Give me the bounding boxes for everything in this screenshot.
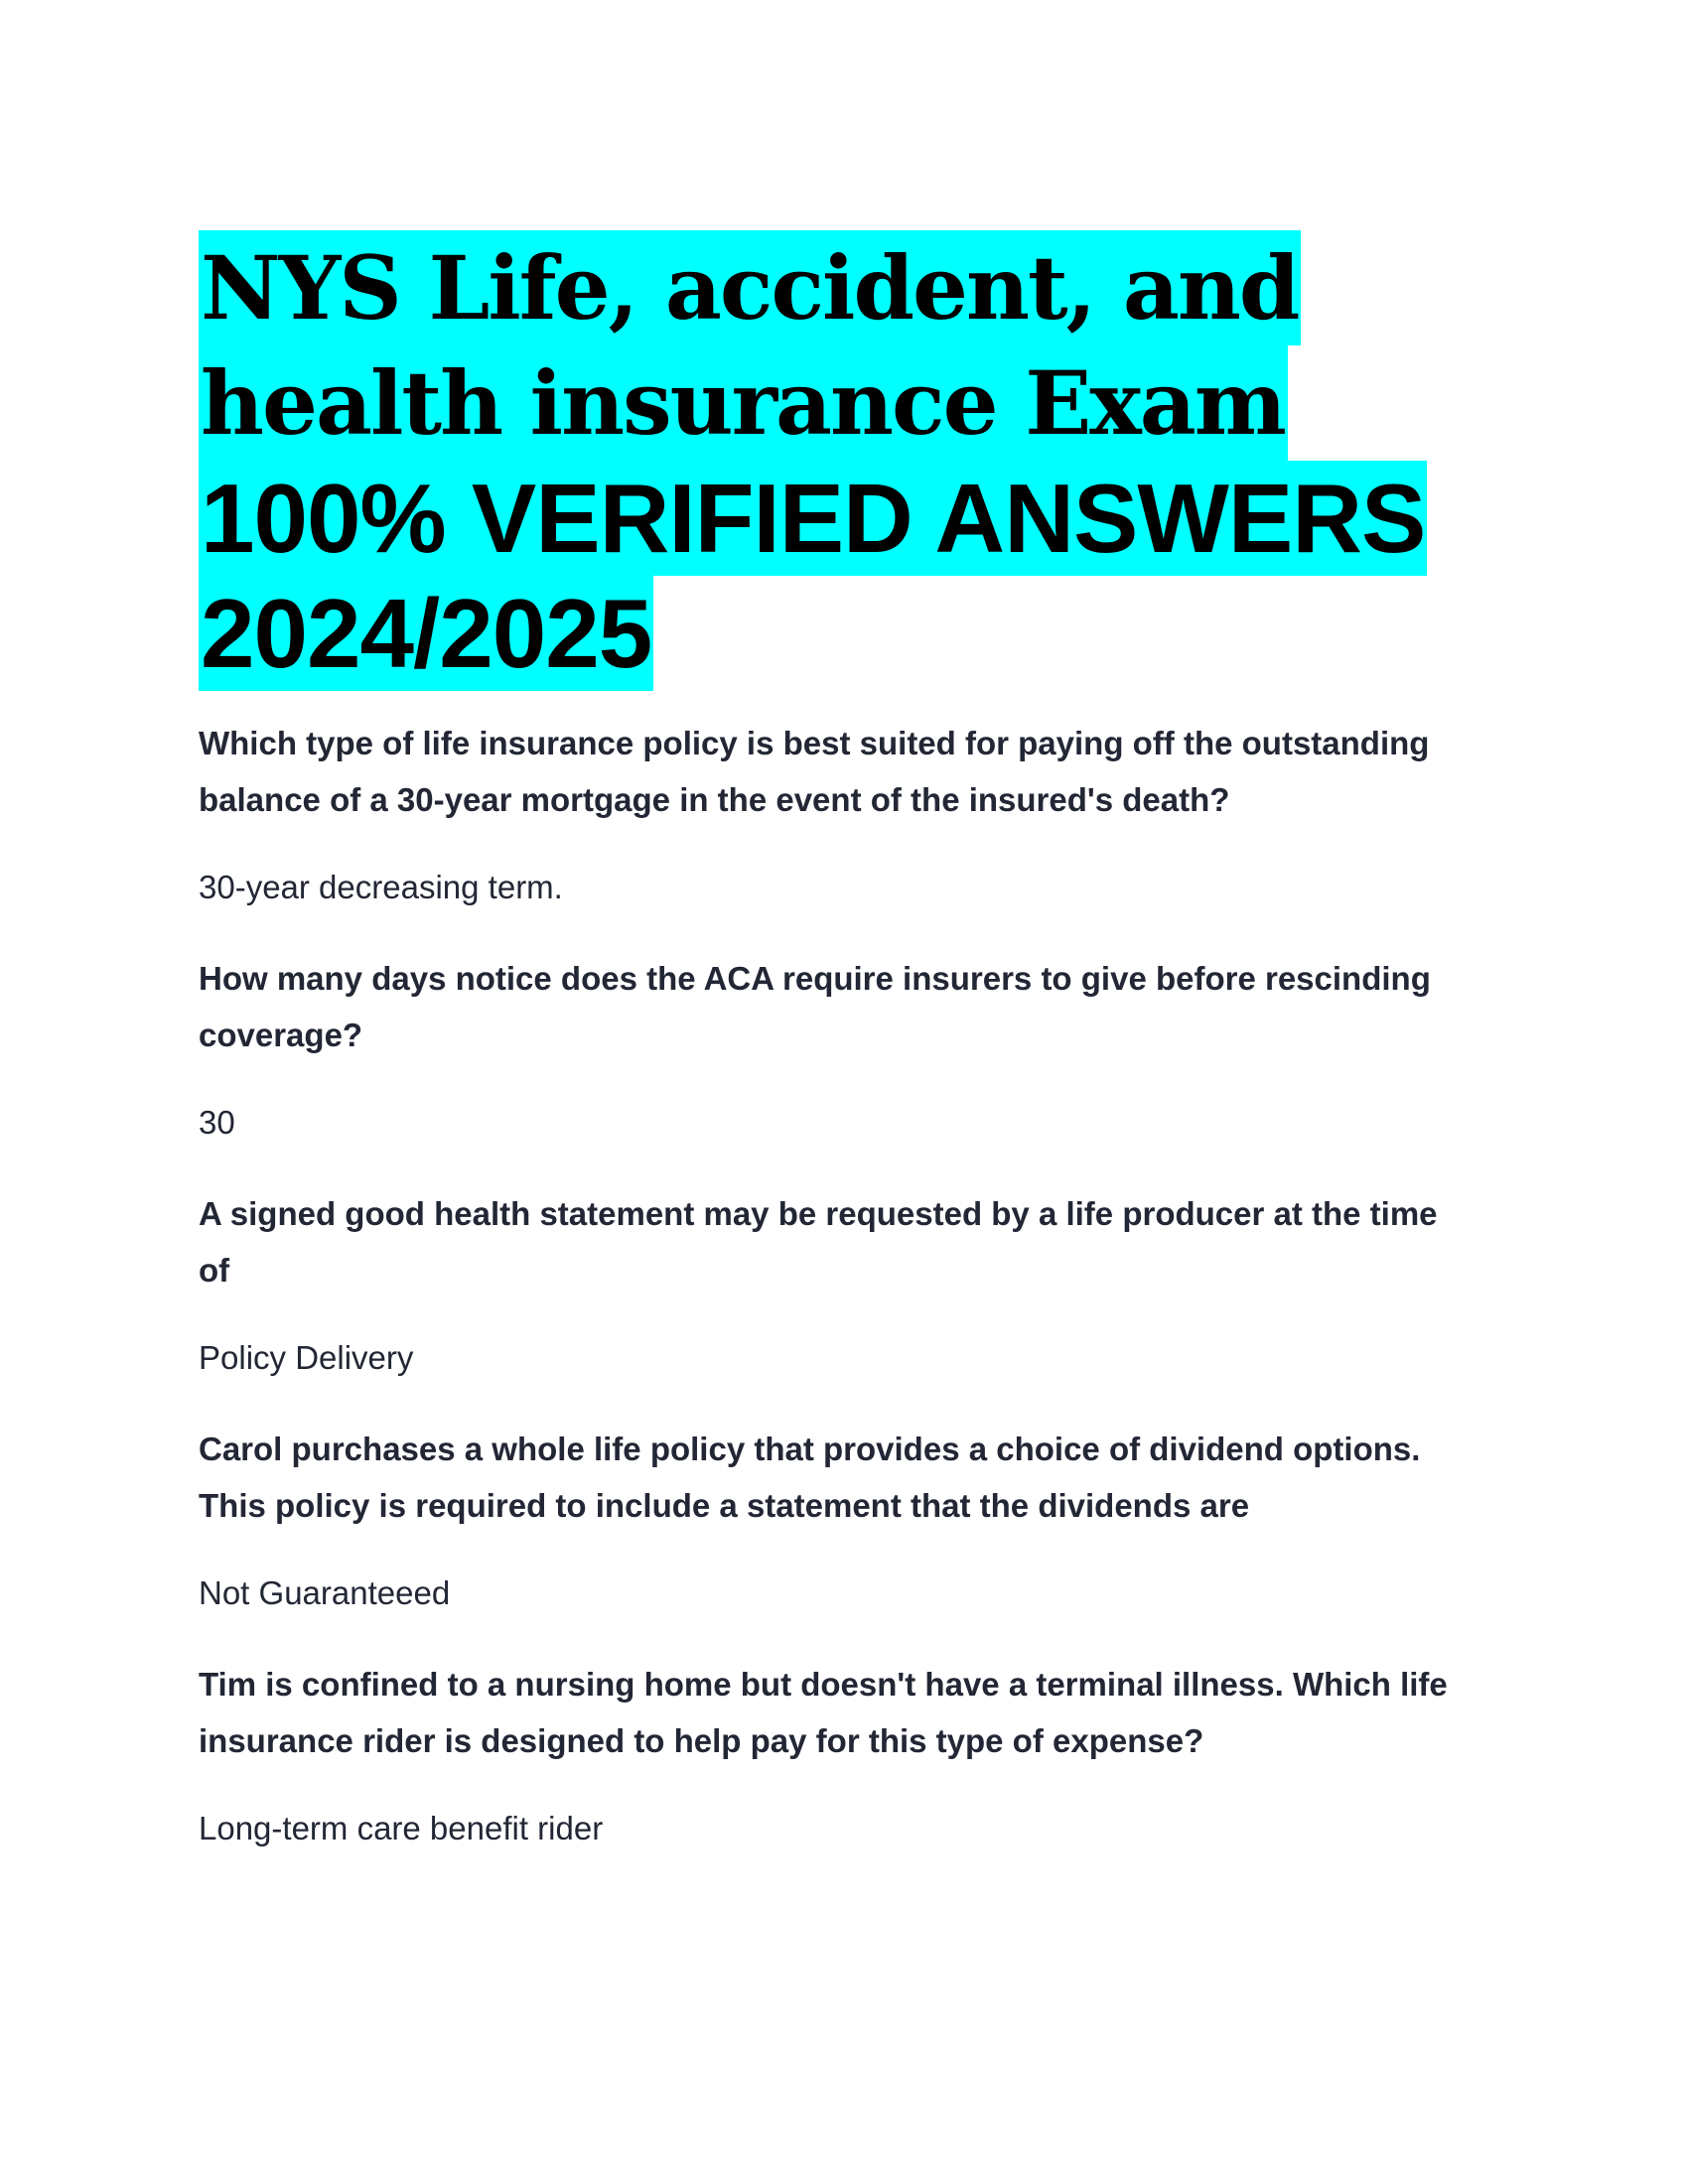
title-line-1: NYS Life, accident, and (199, 230, 1301, 345)
question-line: balance of a 30-year mortgage in the event of the insured's death? (199, 781, 1230, 818)
question (199, 1185, 1489, 1298)
title-line-2: health insurance Exam (199, 345, 1288, 461)
question-line: How many days notice does the ACA require insurers to give before rescinding (199, 960, 1431, 997)
document-title (199, 230, 1489, 691)
answer: 30-year decreasing term. (199, 869, 563, 905)
question-line: Carol purchases a whole life policy that provides a choice of dividend options. (199, 1431, 1421, 1467)
question (199, 715, 1489, 828)
question-line: of (199, 1252, 230, 1289)
qa-item (199, 1421, 1489, 1621)
question (199, 1421, 1489, 1534)
qa-item (199, 1185, 1489, 1386)
answer: 30 (199, 1104, 235, 1141)
answer: Not Guaranteeed (199, 1574, 451, 1611)
answer: Policy Delivery (199, 1339, 414, 1376)
qa-item (199, 1656, 1489, 1856)
qa-item (199, 715, 1489, 915)
question-line: Tim is confined to a nursing home but doesn't have a terminal illness. Which life (199, 1666, 1448, 1703)
answer: Long-term care benefit rider (199, 1810, 604, 1846)
title-line-3: 100% VERIFIED ANSWERS (199, 461, 1427, 576)
question-answer-list (199, 715, 1489, 1891)
question-line: Which type of life insurance policy is best suited for paying off the outstanding (199, 725, 1430, 761)
question-line: coverage? (199, 1017, 363, 1053)
question (199, 1656, 1489, 1769)
question-line: A signed good health statement may be requested by a life producer at the time (199, 1195, 1438, 1232)
question-line: insurance rider is designed to help pay for this type of expense? (199, 1722, 1204, 1759)
qa-item (199, 950, 1489, 1151)
question (199, 950, 1489, 1063)
question-line: This policy is required to include a statement that the dividends are (199, 1487, 1250, 1524)
title-line-4: 2024/2025 (199, 576, 653, 691)
